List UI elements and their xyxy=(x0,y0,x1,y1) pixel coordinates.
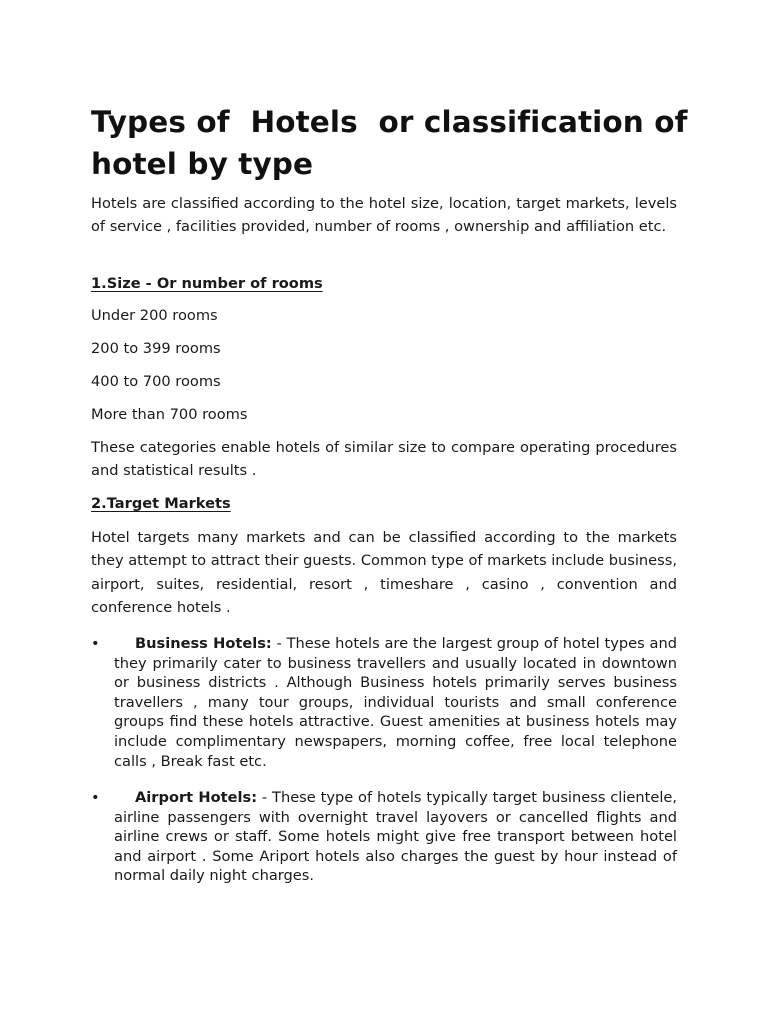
section-markets-heading: 2.Target Markets xyxy=(91,495,231,512)
bullet-label: Airport Hotels: xyxy=(135,789,258,806)
markets-intro-paragraph: Hotel targets many markets and can be classified according to the markets they attempt to attract their guests. Common type of markets include business, airport, suites, residential, resort , timeshare , casino , convention and conference hotels . xyxy=(91,529,677,616)
intro-paragraph: Hotels are classified according to the hotel size, location, target markets, levels of service , facilities provided, number of rooms , ownership and affiliation etc. xyxy=(91,195,677,236)
size-item-under-200: Under 200 rooms xyxy=(91,307,218,324)
bullet-label: Business Hotels: xyxy=(135,635,272,652)
bullet-dot: • xyxy=(91,635,100,652)
bullet-body xyxy=(114,634,677,771)
bullet-text: - These type of hotels typically target business clientele, airline passengers with overnight travel layovers or cancelled flights and airline crews or staff. Some hotels might give free transport between hotel and airport . Some Ariport hotels also charges the guest by hour instead of normal daily night charges. xyxy=(114,789,678,885)
size-item-400-700: 400 to 700 rooms xyxy=(91,373,221,390)
size-item-over-700: More than 700 rooms xyxy=(91,406,248,423)
section-size-heading: 1.Size - Or number of rooms xyxy=(91,275,323,292)
size-item-200-399: 200 to 399 rooms xyxy=(91,340,221,357)
bullet-body xyxy=(114,788,677,886)
bullet-dot: • xyxy=(91,789,100,806)
size-note-paragraph: These categories enable hotels of similar size to compare operating procedures and statistical results . xyxy=(91,439,677,480)
bullet-text: - These hotels are the largest group of hotel types and they primarily cater to business travellers and usually located in downtown or business districts . Although Business hotels primarily serves business travellers , many tour groups, individual tourists and small conference groups find these hotels attractive. Guest amenities at business hotels may include complimentary newspapers, morning coffee, free local telephone calls , Break fast etc. xyxy=(114,635,677,770)
document-title: Types of Hotels or classification of hotel by type xyxy=(91,105,698,181)
